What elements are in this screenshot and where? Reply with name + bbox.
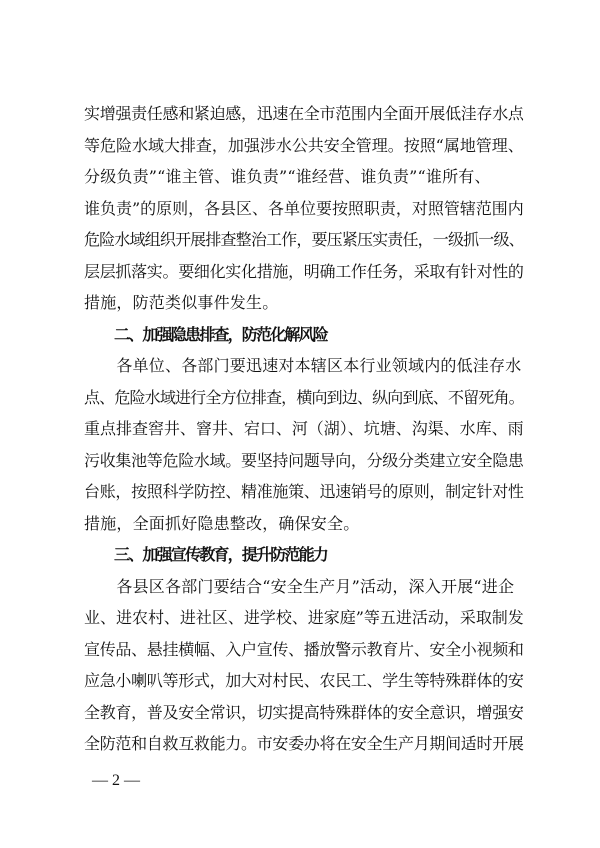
- body-text-line: 层层抓落实。要细化实化措施，明确工作任务，采取有针对性的: [84, 261, 524, 281]
- body-text-line: 全教育，普及安全常识，切实提高特殊群体的安全意识，增强安: [84, 702, 524, 722]
- page-number: — 2 —: [92, 772, 140, 789]
- body-text-line: 重点排查窖井、窨井、宕口、河（湖）、坑塘、沟渠、水库、雨: [84, 419, 524, 438]
- body-text-line: 危险水域组织开展排查整治工作，要压紧压实责任，一级抓一级、: [84, 230, 524, 249]
- body-text-line: 各单位、各部门要迅速对本辖区本行业领域内的低洼存水: [84, 356, 522, 375]
- document-body: [84, 98, 524, 760]
- body-text-line: 措施，全面抓好隐患整改，确保安全。: [84, 513, 360, 533]
- body-text-line: 全防范和自救互救能力。市安委办将在安全生产月期间适时开展: [84, 734, 524, 753]
- body-text-line: 等危险水域大排查，加强涉水公共安全管理。按照“属地管理、: [84, 135, 524, 155]
- body-text-line: 应急小喇叭等形式，加大对村民、农民工、学生等特殊群体的安: [84, 671, 524, 690]
- body-text-line: 措施，防范类似事件发生。: [84, 293, 279, 312]
- section-heading: 三、加强宣传教育，提升防范能力: [114, 545, 328, 564]
- body-text-line: 各县区各部门要结合“安全生产月”活动，深入开展“进企: [84, 576, 515, 596]
- body-text-line: 谁负责”的原则，各县区、各单位要按照职责，对照管辖范围内: [84, 198, 524, 218]
- body-text-line: 实增强责任感和紧迫感，迅速在全市范围内全面开展低洼存水点: [84, 104, 524, 123]
- section-heading: 二、加强隐患排查，防范化解风险: [114, 324, 328, 344]
- body-text-line: 业、进农村、进社区、进学校、进家庭”等五进活动，采取制发: [84, 608, 524, 627]
- body-text-line: 点、危险水域进行全方位排查，横向到边、纵向到底、不留死角。: [84, 387, 524, 407]
- body-text-line: 宣传品、悬挂横幅、入户宣传、播放警示教育片、安全小视频和: [84, 639, 524, 659]
- body-text-line: 污收集池等危险水域。要坚持问题导向，分级分类建立安全隐患: [84, 450, 524, 470]
- body-text-line: 分级负责”“谁主管、谁负责”“谁经营、谁负责”“谁所有、: [84, 167, 491, 186]
- body-text-line: 台账，按照科学防控、精准施策、迅速销号的原则，制定针对性: [84, 482, 524, 501]
